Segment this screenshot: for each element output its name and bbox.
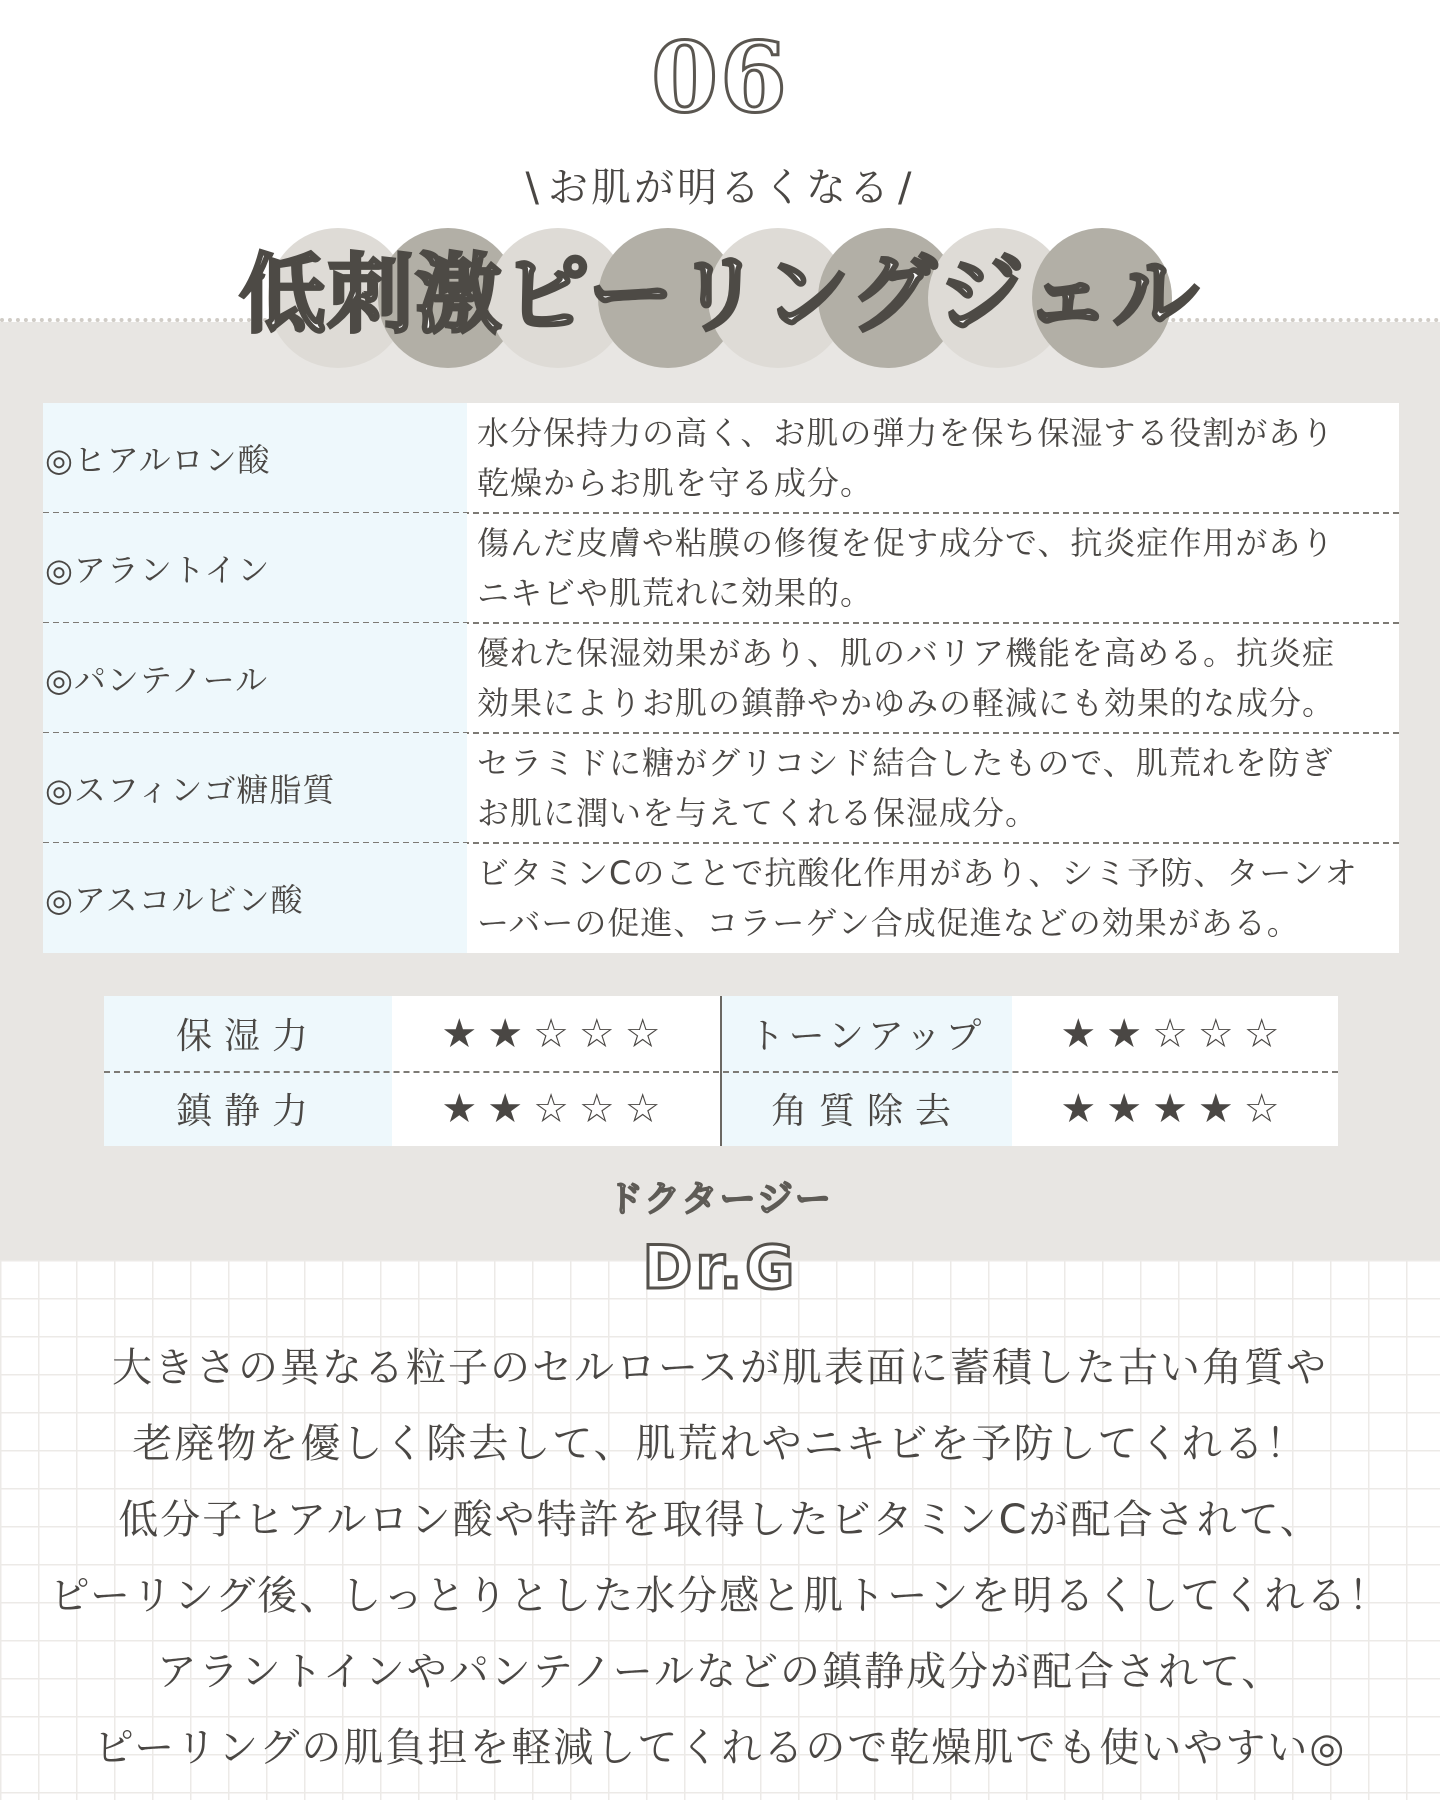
ratings-table: [104, 996, 1338, 1146]
rating-label: 角質除去: [722, 1071, 1012, 1146]
brand-name: Dr.G: [642, 1233, 798, 1303]
brand-kana: ドクタージー: [607, 1179, 833, 1220]
ingredient-desc-line: セラミドに糖がグリコシド結合したもので、肌荒れを防ぎ: [477, 744, 1334, 782]
ingredient-desc-line: 優れた保湿効果があり、肌のバリア機能を高める。抗炎症: [477, 634, 1336, 672]
ingredient-desc: [467, 733, 1399, 843]
item-number: 06: [651, 21, 789, 134]
ingredient-desc: [467, 403, 1399, 513]
rating-stars: ★★★★☆: [1060, 1085, 1290, 1132]
ingredient-desc: [467, 843, 1399, 953]
description-line: 大きさの異なる粒子のセルロースが肌表面に蓄積した古い角質や: [112, 1345, 1328, 1391]
rating-stars: ★★☆☆☆: [1060, 1010, 1290, 1057]
rating-label: 鎮静力: [104, 1071, 392, 1146]
ingredient-desc-line: 効果によりお肌の鎮静やかゆみの軽減にも効果的な成分。: [477, 684, 1336, 722]
rating-label: トーンアップ: [722, 996, 1012, 1071]
ingredient-row: [43, 843, 1399, 953]
ingredient-desc-line: 傷んだ皮膚や粘膜の修復を促す成分で、抗炎症作用があり: [477, 524, 1335, 562]
product-description: [0, 1330, 1440, 1786]
description-line: 低分子ヒアルロン酸や特許を取得したビタミンCが配合されて、: [118, 1497, 1322, 1543]
ingredient-desc-line: ビタミンCのことで抗酸化作用があり、シミ予防、ターンオ: [477, 854, 1358, 892]
ingredient-name: ◎パンテノール: [43, 623, 467, 733]
rating-stars: ★★☆☆☆: [441, 1085, 671, 1132]
subtitle-slash-left-icon: \: [525, 165, 542, 211]
ingredient-row: [43, 623, 1399, 733]
description-line: ピーリングの肌負担を軽減してくれるので乾燥肌でも使いやすい◎: [93, 1725, 1347, 1771]
rating-column-divider: [720, 996, 722, 1146]
ingredient-desc: [467, 513, 1399, 623]
ingredient-row: [43, 513, 1399, 623]
ingredient-name: ◎スフィンゴ糖脂質: [43, 733, 467, 843]
ingredients-table: [43, 403, 1399, 953]
rating-label: 保湿力: [104, 996, 392, 1071]
subtitle-text: お肌が明るくなる: [548, 165, 892, 211]
ingredient-desc-line: ニキビや肌荒れに効果的。: [477, 574, 874, 612]
subtitle-slash-right-icon: /: [898, 165, 915, 211]
ingredient-row: [43, 733, 1399, 843]
ingredient-name: ◎アスコルビン酸: [43, 843, 467, 953]
ingredient-desc-line: お肌に潤いを与えてくれる保湿成分。: [477, 794, 1039, 832]
subtitle: [0, 165, 1440, 211]
ingredient-name: ◎ヒアルロン酸: [43, 403, 467, 513]
product-title: 低刺激ピーリングジェル: [239, 245, 1201, 345]
ingredient-desc: [467, 623, 1399, 733]
description-line: アラントインやパンテノールなどの鎮静成分が配合されて、: [156, 1649, 1284, 1695]
rating-stars: ★★☆☆☆: [441, 1010, 671, 1057]
ingredient-desc-line: 水分保持力の高く、お肌の弾力を保ち保湿する役割があり: [477, 414, 1335, 452]
ingredient-name: ◎アラントイン: [43, 513, 467, 623]
ingredient-desc-line: 乾燥からお肌を守る成分。: [477, 464, 874, 502]
description-line: 老廃物を優しく除去して、肌荒れやニキビを予防してくれる！: [132, 1421, 1308, 1467]
description-line: ピーリング後、しっとりとした水分感と肌トーンを明るくしてくれる！: [49, 1573, 1391, 1619]
ingredient-desc-line: ーバーの促進、コラーゲン合成促進などの効果がある。: [477, 904, 1300, 942]
ingredient-row: [43, 403, 1399, 513]
